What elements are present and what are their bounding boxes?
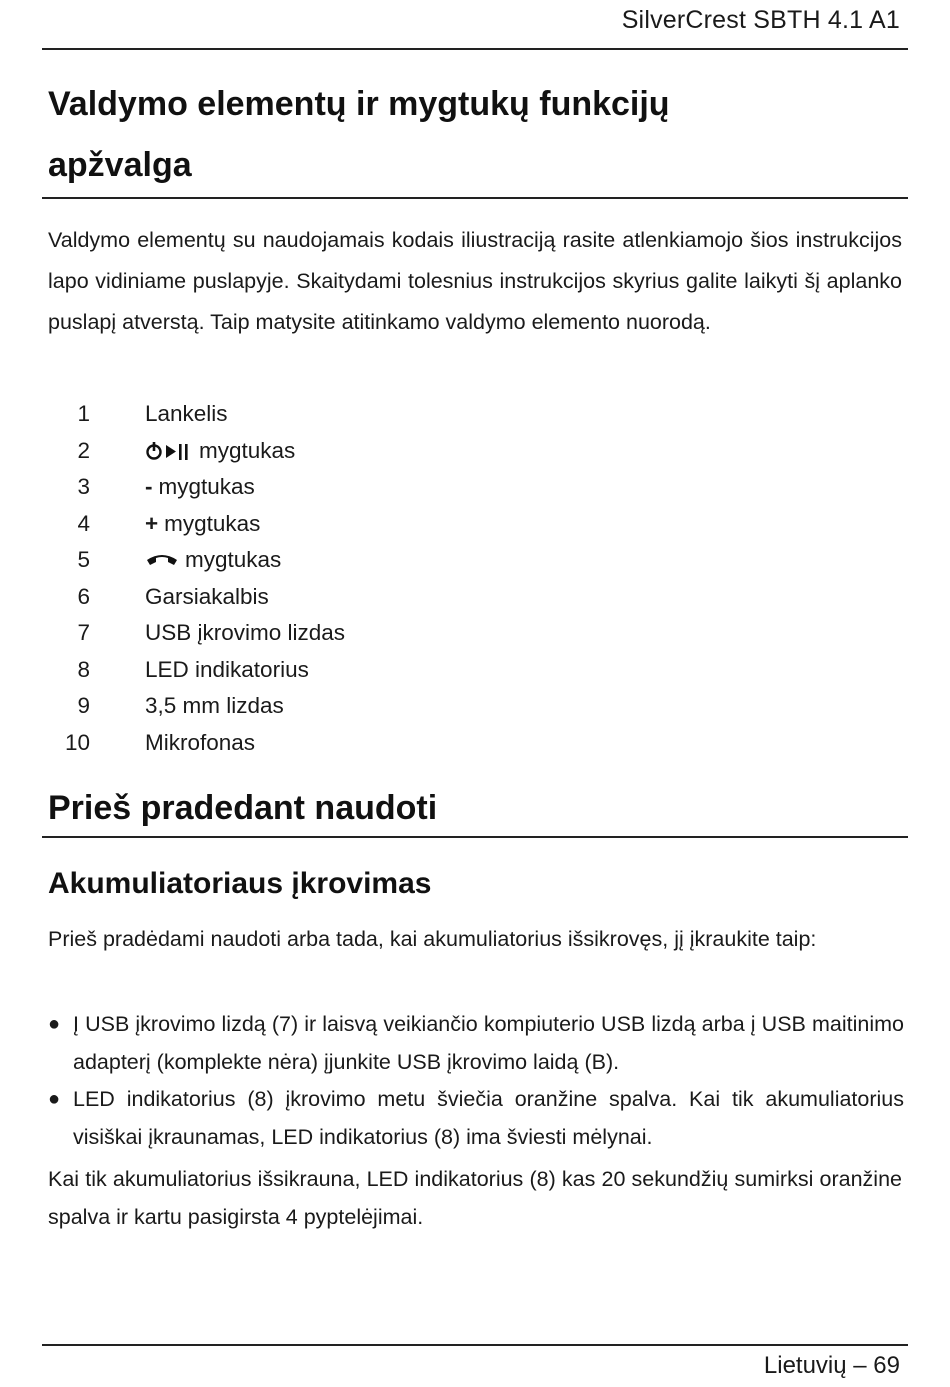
list-item <box>48 506 548 543</box>
item-number: 6 <box>77 583 90 609</box>
list-item <box>48 652 548 689</box>
item-label: Garsiakalbis <box>145 583 269 609</box>
list-item <box>48 469 548 506</box>
footer-page-number: Lietuvių – 69 <box>763 1352 900 1379</box>
bullet-text: Į USB įkrovimo lizdą (7) ir laisvą veikiančio kompiuterio USB lizdą arba į USB maitinimo adapterį (komplekte nėra) įjunkite USB įkrovimo laidą (B). <box>73 1012 904 1074</box>
power-play-pause-icon <box>145 440 193 462</box>
item-number: 7 <box>77 620 90 646</box>
bullet-icon: ● <box>48 1088 61 1110</box>
header-product-name: SilverCrest SBTH 4.1 A1 <box>621 6 900 34</box>
section-title-divider <box>42 197 908 199</box>
item-number: 10 <box>64 729 90 755</box>
list-item <box>48 615 548 652</box>
item-label: USB įkrovimo lizdas <box>145 620 346 646</box>
overview-intro-paragraph: Valdymo elementų su naudojamais kodais iliustraciją rasite atlenkiamojo šios instrukcijos lapo vidiniame puslapyje. Skaitydami tolesnius instrukcijos skyrius galite laikyti šį aplanko puslapį atverstą. Taip matysite atitinkamo valdymo elemento nuorodą. <box>48 228 902 334</box>
item-number: 2 <box>77 437 90 463</box>
charging-intro-paragraph: Prieš pradėdami naudoti arba tada, kai akumuliatorius išsikrovęs, jį įkraukite taip: <box>48 927 817 951</box>
item-number: 8 <box>77 656 90 682</box>
section-title-overview-line2: apžvalga <box>48 146 192 184</box>
list-item <box>48 725 548 762</box>
list-item <box>48 542 548 579</box>
list-item <box>48 433 548 470</box>
item-label: mygtukas <box>185 547 282 573</box>
minus-icon: - <box>145 474 153 500</box>
item-number: 5 <box>77 547 90 573</box>
item-label: 3,5 mm lizdas <box>145 693 284 719</box>
header-divider <box>42 48 908 50</box>
list-item <box>48 579 548 616</box>
item-number: 4 <box>77 510 90 536</box>
item-label: Lankelis <box>145 401 228 427</box>
item-label: mygtukas <box>199 437 296 463</box>
section-title-overview-line1: Valdymo elementų ir mygtukų funkcijų <box>48 85 670 123</box>
charging-steps-list <box>48 1006 904 1156</box>
list-item <box>48 1006 904 1081</box>
item-label: mygtukas <box>164 510 261 536</box>
section-title-divider <box>42 836 908 838</box>
charging-outro-paragraph: Kai tik akumuliatorius išsikrauna, LED indikatorius (8) kas 20 sekundžių sumirksi oranžine spalva ir kartu pasigirsta 4 pyptelėjimai. <box>48 1167 902 1229</box>
list-item <box>48 396 548 433</box>
section-title-before-use: Prieš pradedant naudoti <box>48 789 438 827</box>
list-item <box>48 1081 904 1156</box>
subsection-title-charging: Akumuliatoriaus įkrovimas <box>48 867 432 900</box>
phone-hangup-icon <box>145 550 179 570</box>
item-label: mygtukas <box>158 474 255 500</box>
item-number: 3 <box>77 474 90 500</box>
plus-icon: + <box>145 510 159 536</box>
footer-divider <box>42 1344 908 1346</box>
item-label: LED indikatorius <box>145 656 309 682</box>
item-label: Mikrofonas <box>145 729 256 755</box>
bullet-icon: ● <box>48 1013 61 1035</box>
item-number: 9 <box>77 693 90 719</box>
list-item <box>48 688 548 725</box>
controls-list <box>48 396 548 761</box>
item-number: 1 <box>77 401 90 427</box>
bullet-text: LED indikatorius (8) įkrovimo metu šviečia oranžine spalva. Kai tik akumuliatorius visiškai įkraunamas, LED indikatorius (8) ima šviesti mėlynai. <box>73 1087 904 1149</box>
